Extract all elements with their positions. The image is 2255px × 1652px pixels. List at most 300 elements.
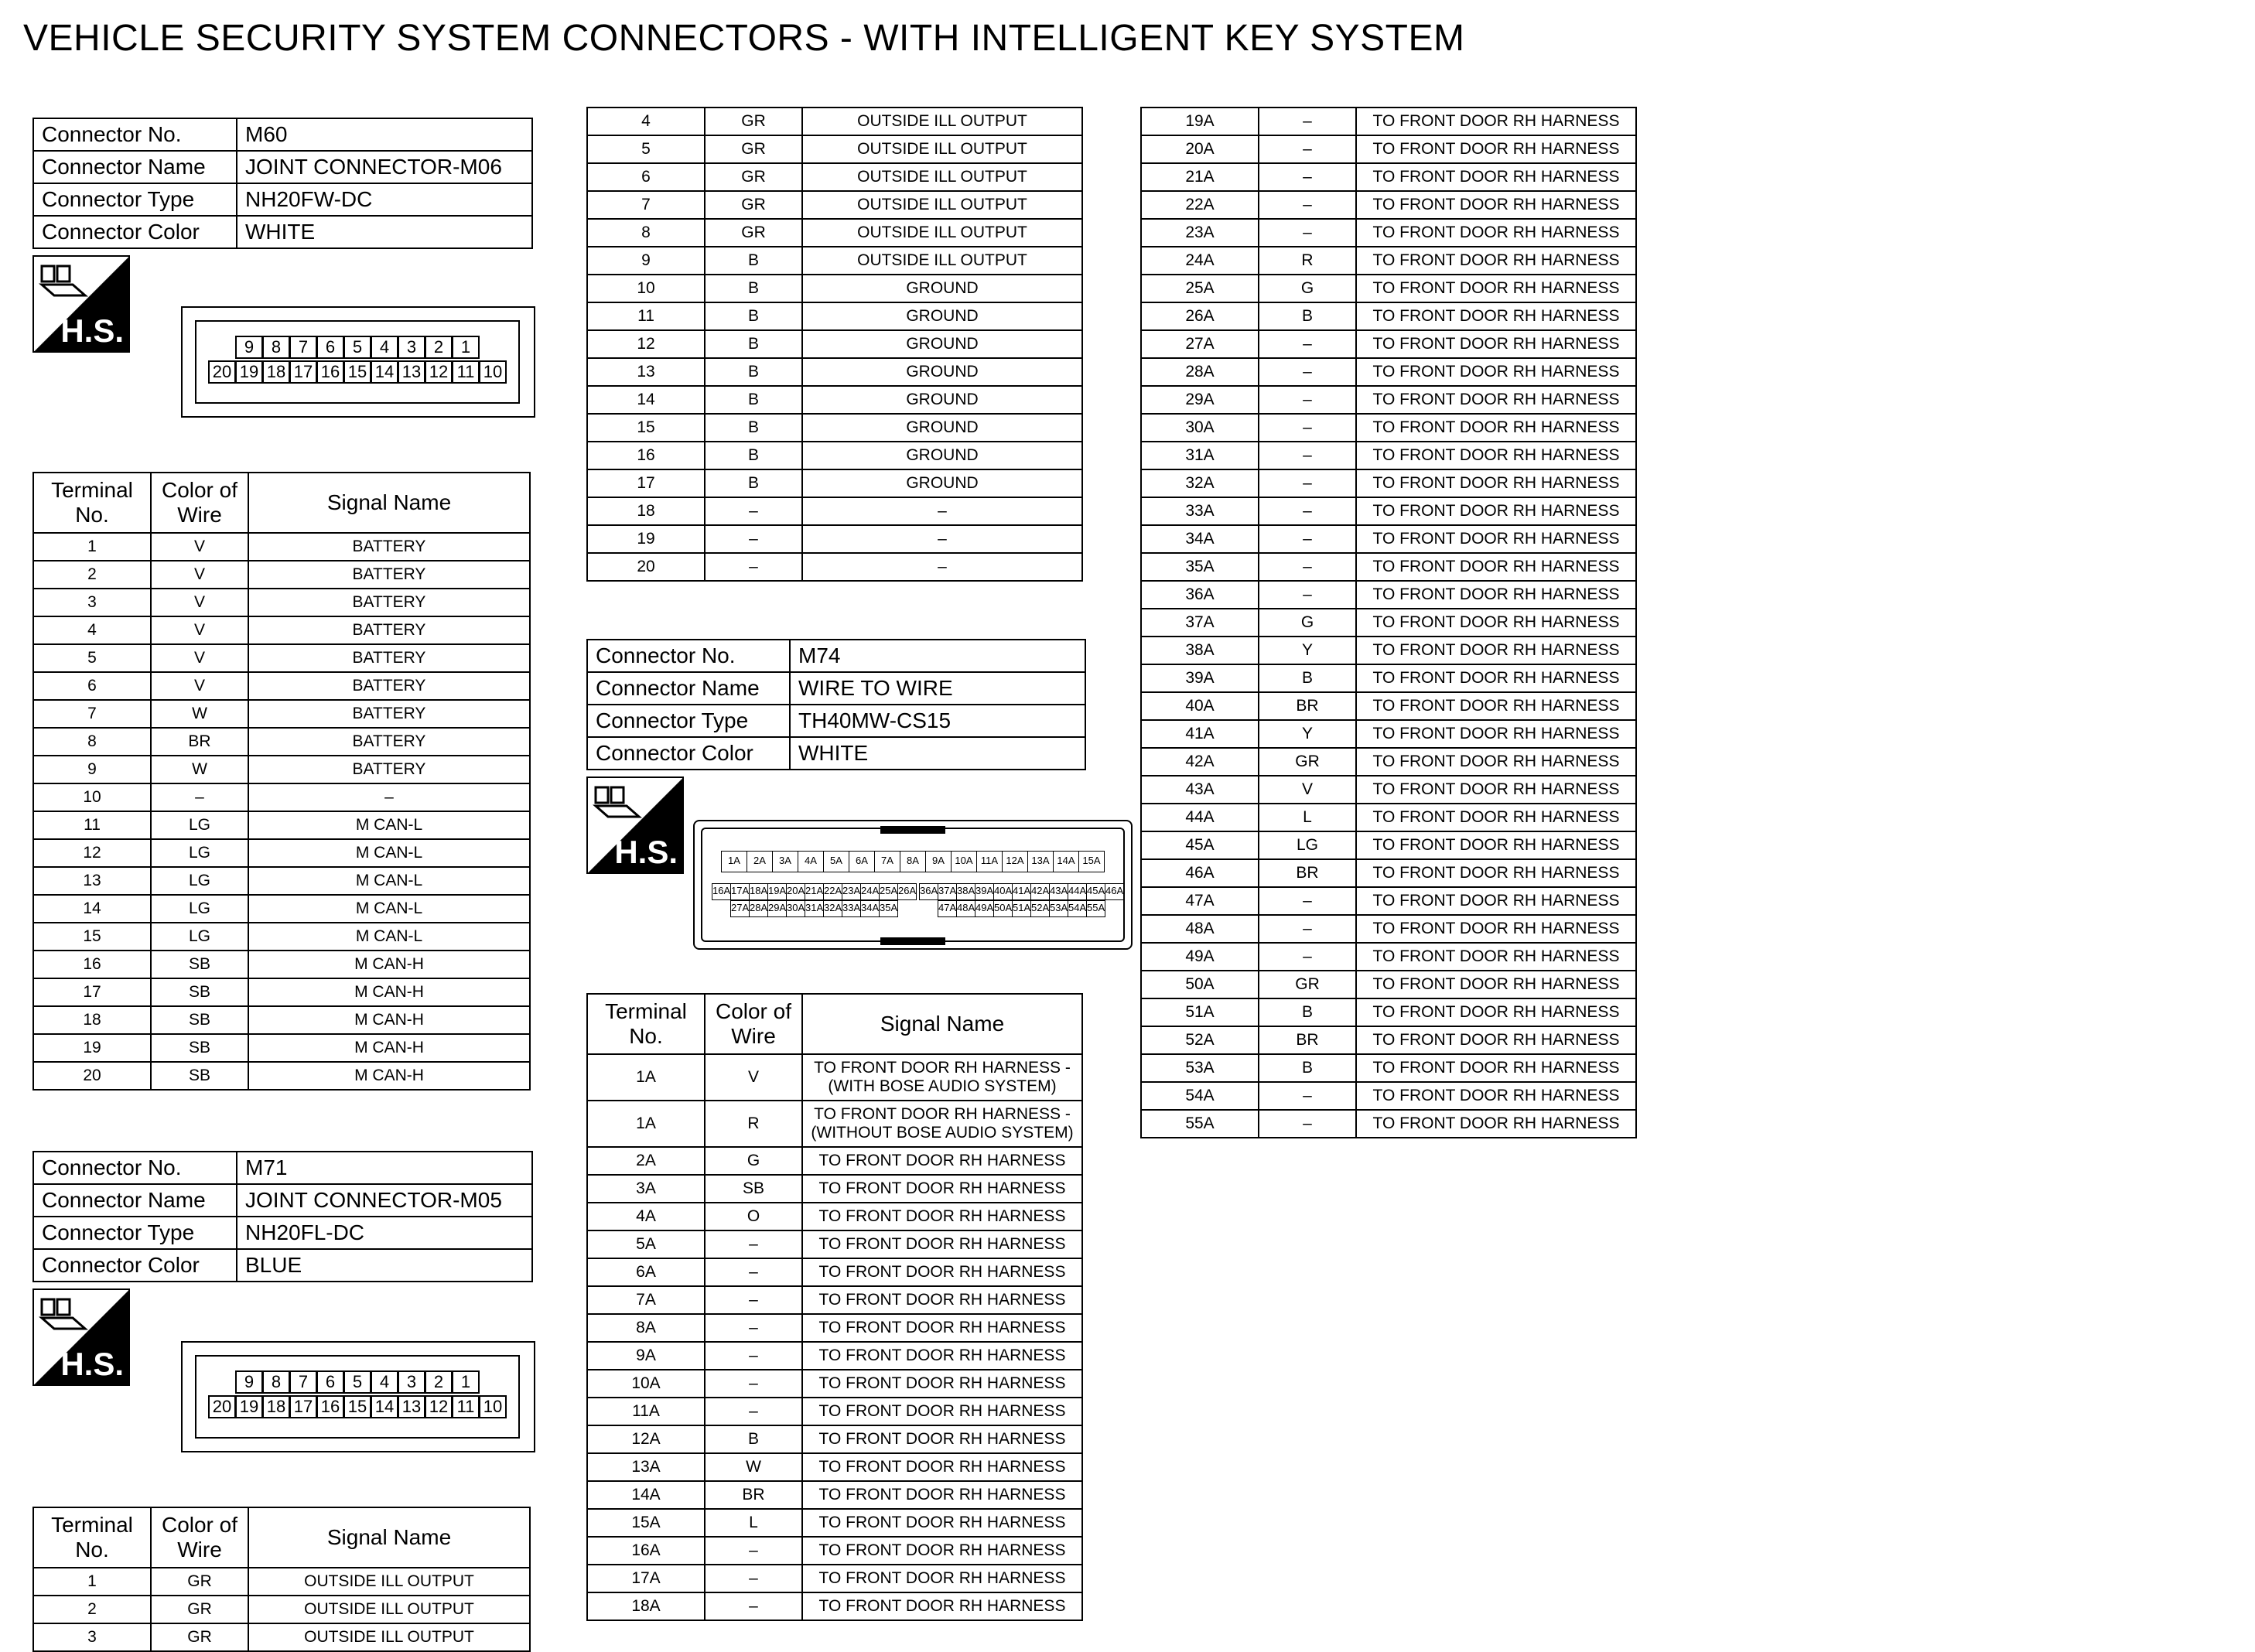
signal-name-cell: TO FRONT DOOR RH HARNESS [802, 1481, 1082, 1509]
wire-color-cell: Y [1259, 720, 1356, 748]
wire-color-cell: – [1259, 887, 1356, 915]
wire-color-cell: – [1259, 943, 1356, 971]
signal-name-cell: TO FRONT DOOR RH HARNESS [802, 1230, 1082, 1258]
connector-pin: 29A [767, 900, 787, 917]
signal-name-cell: GROUND [802, 442, 1082, 469]
header-signal: Signal Name [248, 473, 530, 533]
wire-color-cell: LG [151, 811, 248, 839]
wire-color-cell: B [1259, 302, 1356, 330]
table-row [1141, 553, 1636, 581]
terminal-cell: 52A [1141, 1026, 1259, 1054]
terminal-cell: 29A [1141, 386, 1259, 414]
info-value: NH20FL-DC [237, 1217, 532, 1249]
connector-pin: 27A [730, 900, 750, 917]
signal-name-cell: TO FRONT DOOR RH HARNESS [1356, 692, 1636, 720]
terminal-cell: 34A [1141, 525, 1259, 553]
signal-name-cell: TO FRONT DOOR RH HARNESS [802, 1453, 1082, 1481]
signal-name-cell: TO FRONT DOOR RH HARNESS [1356, 748, 1636, 776]
wire-color-cell: – [1259, 915, 1356, 943]
wire-color-cell: V [1259, 776, 1356, 804]
connector-pin: 8 [262, 336, 290, 359]
header-color: Color of Wire [151, 1507, 248, 1568]
connector-pin: 10 [479, 360, 507, 384]
info-key: Connector Type [587, 705, 790, 737]
table-row [587, 163, 1082, 191]
connector-pin: 41A [1012, 883, 1031, 900]
table-row [1141, 581, 1636, 609]
info-key: Connector Name [33, 151, 237, 183]
wire-color-cell: – [1259, 442, 1356, 469]
wire-color-cell: W [151, 700, 248, 728]
table-row [1141, 525, 1636, 553]
connector-pin: 21A [805, 883, 824, 900]
connector-pin: 20 [208, 1395, 236, 1418]
terminal-cell: 25A [1141, 275, 1259, 302]
connector-pin: 19A [767, 883, 787, 900]
wire-color-cell: GR [151, 1623, 248, 1651]
connector-pin: 5 [343, 336, 371, 359]
terminal-cell: 1A [587, 1054, 705, 1101]
wire-color-cell: GR [1259, 971, 1356, 998]
connector-pin: 52A [1030, 900, 1050, 917]
hs-label: H.S. [60, 312, 124, 349]
table-row [1141, 275, 1636, 302]
terminal-cell: 47A [1141, 887, 1259, 915]
connector-pin: 6 [316, 1370, 344, 1394]
signal-name-cell: TO FRONT DOOR RH HARNESS [1356, 776, 1636, 804]
wire-color-cell: – [705, 1258, 802, 1286]
wire-color-cell: B [705, 275, 802, 302]
signal-name-cell: OUTSIDE ILL OUTPUT [802, 191, 1082, 219]
signal-name-cell: GROUND [802, 469, 1082, 497]
connector-pin: 19 [235, 360, 263, 384]
signal-name-cell: TO FRONT DOOR RH HARNESS [1356, 553, 1636, 581]
table-row [33, 839, 530, 867]
terminal-cell: 53A [1141, 1054, 1259, 1082]
signal-name-cell: TO FRONT DOOR RH HARNESS [1356, 1082, 1636, 1110]
signal-name-cell: BATTERY [248, 728, 530, 756]
harness-side-icon [32, 1288, 130, 1386]
signal-name-cell: TO FRONT DOOR RH HARNESS [1356, 664, 1636, 692]
connector-pin: 28A [749, 900, 768, 917]
signal-name-cell: OUTSIDE ILL OUTPUT [248, 1568, 530, 1596]
terminal-cell: 19 [33, 1034, 151, 1062]
table-row [587, 525, 1082, 553]
wire-color-cell: Y [1259, 637, 1356, 664]
terminal-cell: 9A [587, 1342, 705, 1370]
table-row [587, 1101, 1082, 1147]
header-terminal: Terminal No. [33, 1507, 151, 1568]
terminal-cell: 17 [33, 978, 151, 1006]
connector-hand-icon [593, 783, 644, 823]
terminal-cell: 1 [33, 1568, 151, 1596]
signal-name-cell: OUTSIDE ILL OUTPUT [248, 1623, 530, 1651]
terminal-cell: 22A [1141, 191, 1259, 219]
signal-name-cell: TO FRONT DOOR RH HARNESS [1356, 302, 1636, 330]
table-row [1141, 1082, 1636, 1110]
wire-color-cell: B [1259, 998, 1356, 1026]
hs-label: H.S. [614, 834, 678, 870]
signal-name-cell: M CAN-L [248, 923, 530, 951]
wire-color-cell: LG [1259, 831, 1356, 859]
wire-color-cell: SB [151, 1006, 248, 1034]
wire-color-cell: B [705, 358, 802, 386]
table-row [587, 1175, 1082, 1203]
terminal-cell: 15A [587, 1509, 705, 1537]
signal-name-cell: TO FRONT DOOR RH HARNESS [802, 1147, 1082, 1175]
terminal-cell: 3 [33, 589, 151, 616]
signal-name-cell: M CAN-H [248, 978, 530, 1006]
wire-color-cell: – [1259, 219, 1356, 247]
connector-pin: 51A [1012, 900, 1031, 917]
table-row [33, 616, 530, 644]
signal-name-cell: TO FRONT DOOR RH HARNESS [802, 1175, 1082, 1203]
connector-pin: 3 [398, 1370, 425, 1394]
connector-pin: 13 [398, 1395, 425, 1418]
terminal-cell: 10 [587, 275, 705, 302]
wire-color-cell: G [705, 1147, 802, 1175]
wire-color-cell: – [1259, 191, 1356, 219]
terminal-cell: 40A [1141, 692, 1259, 720]
connector-face-m71 [181, 1341, 535, 1452]
info-value: JOINT CONNECTOR-M05 [237, 1184, 532, 1217]
signal-name-cell: OUTSIDE ILL OUTPUT [802, 108, 1082, 135]
wire-color-cell: – [705, 1370, 802, 1398]
connector-hand-icon [39, 1295, 90, 1335]
connector-pin: 4A [798, 851, 824, 872]
table-row [1141, 247, 1636, 275]
signal-name-cell: M CAN-H [248, 1062, 530, 1090]
signal-name-cell: TO FRONT DOOR RH HARNESS [1356, 581, 1636, 609]
signal-name-cell: – [802, 497, 1082, 525]
connector-pin: 8 [262, 1370, 290, 1394]
wire-color-cell: – [1259, 1110, 1356, 1138]
info-value: TH40MW-CS15 [790, 705, 1085, 737]
terminal-cell: 21A [1141, 163, 1259, 191]
wire-color-cell: BR [705, 1481, 802, 1509]
terminal-cell: 23A [1141, 219, 1259, 247]
connector-pin: 23A [842, 883, 861, 900]
info-key: Connector No. [587, 640, 790, 672]
wire-color-cell: – [1259, 386, 1356, 414]
signal-name-cell: TO FRONT DOOR RH HARNESS [802, 1509, 1082, 1537]
table-row [1141, 943, 1636, 971]
terminal-cell: 55A [1141, 1110, 1259, 1138]
terminal-cell: 7 [33, 700, 151, 728]
connector-pin: 19 [235, 1395, 263, 1418]
connector-latch [880, 937, 945, 945]
signal-name-cell: TO FRONT DOOR RH HARNESS [802, 1398, 1082, 1425]
terminal-cell: 5A [587, 1230, 705, 1258]
terminal-cell: 14A [587, 1481, 705, 1509]
terminal-cell: 41A [1141, 720, 1259, 748]
signal-name-cell: TO FRONT DOOR RH HARNESS [1356, 442, 1636, 469]
signal-name-cell: – [248, 783, 530, 811]
connector-pin: 10A [951, 851, 977, 872]
signal-name-cell: GROUND [802, 330, 1082, 358]
info-key: Connector Type [33, 183, 237, 216]
table-row [1141, 330, 1636, 358]
terminal-cell: 8A [587, 1314, 705, 1342]
table-row [587, 1370, 1082, 1398]
wire-color-cell: LG [151, 839, 248, 867]
signal-name-cell: TO FRONT DOOR RH HARNESS [1356, 219, 1636, 247]
wire-color-cell: B [705, 414, 802, 442]
terminal-table-m74-part2 [1140, 107, 1637, 1138]
table-row [587, 1425, 1082, 1453]
info-value: WIRE TO WIRE [790, 672, 1085, 705]
table-row [1141, 219, 1636, 247]
info-key: Connector Name [587, 672, 790, 705]
wire-color-cell: – [1259, 525, 1356, 553]
table-row [1141, 664, 1636, 692]
connector-pin: 45A [1086, 883, 1105, 900]
terminal-cell: 6A [587, 1258, 705, 1286]
wire-color-cell: – [1259, 1082, 1356, 1110]
connector-pin: 11 [452, 360, 480, 384]
wire-color-cell: V [151, 644, 248, 672]
table-row [33, 1062, 530, 1090]
hs-label: H.S. [60, 1346, 124, 1382]
wire-color-cell: B [705, 442, 802, 469]
table-row [1141, 386, 1636, 414]
page-title: VEHICLE SECURITY SYSTEM CONNECTORS - WITH INTELLIGENT KEY SYSTEM [23, 18, 1465, 59]
connector-pin: 15 [343, 360, 371, 384]
signal-name-cell: – [802, 553, 1082, 581]
connector-pin: 16 [316, 1395, 344, 1418]
table-row [33, 644, 530, 672]
signal-name-cell: BATTERY [248, 533, 530, 561]
table-row [1141, 108, 1636, 135]
wire-color-cell: LG [151, 895, 248, 923]
connector-pin: 20A [786, 883, 805, 900]
connector-pin: 42A [1030, 883, 1050, 900]
signal-name-cell: TO FRONT DOOR RH HARNESS [1356, 497, 1636, 525]
connector-pin: 13 [398, 360, 425, 384]
table-row [1141, 804, 1636, 831]
terminal-cell: 5 [587, 135, 705, 163]
info-value: WHITE [790, 737, 1085, 770]
signal-name-cell: TO FRONT DOOR RH HARNESS [1356, 247, 1636, 275]
wire-color-cell: BR [1259, 1026, 1356, 1054]
connector-pin: 24A [860, 883, 880, 900]
info-value: M71 [237, 1152, 532, 1184]
connector-pin: 18 [262, 360, 290, 384]
wire-color-cell: – [1259, 553, 1356, 581]
connector-face-m60 [181, 306, 535, 418]
signal-name-cell: M CAN-L [248, 811, 530, 839]
connector-pin: 7 [289, 1370, 317, 1394]
terminal-cell: 37A [1141, 609, 1259, 637]
table-row [587, 302, 1082, 330]
connector-pin: 7A [874, 851, 900, 872]
connector-pin: 17 [289, 360, 317, 384]
connector-pin: 2 [425, 1370, 453, 1394]
signal-name-cell: TO FRONT DOOR RH HARNESS - (WITHOUT BOSE AUDIO SYSTEM) [802, 1101, 1082, 1147]
signal-name-cell: TO FRONT DOOR RH HARNESS [1356, 414, 1636, 442]
table-row [33, 783, 530, 811]
terminal-table-m74-part1 [586, 993, 1083, 1621]
terminal-cell: 8 [587, 219, 705, 247]
terminal-cell: 10 [33, 783, 151, 811]
table-row [587, 553, 1082, 581]
table-row [587, 358, 1082, 386]
table-row [1141, 998, 1636, 1026]
connector-hand-icon [39, 261, 90, 302]
signal-name-cell: TO FRONT DOOR RH HARNESS [1356, 386, 1636, 414]
table-row [33, 978, 530, 1006]
table-row [1141, 887, 1636, 915]
table-row [1141, 1026, 1636, 1054]
wire-color-cell: GR [705, 163, 802, 191]
connector-pin: 53A [1049, 900, 1068, 917]
terminal-cell: 51A [1141, 998, 1259, 1026]
connector-pin: 2 [425, 336, 453, 359]
connector-pin: 49A [975, 900, 994, 917]
table-row [33, 867, 530, 895]
info-value: NH20FW-DC [237, 183, 532, 216]
terminal-cell: 50A [1141, 971, 1259, 998]
wire-color-cell: – [1259, 108, 1356, 135]
table-row [33, 589, 530, 616]
terminal-cell: 31A [1141, 442, 1259, 469]
wire-color-cell: G [1259, 275, 1356, 302]
table-row [1141, 831, 1636, 859]
terminal-cell: 3 [33, 1623, 151, 1651]
terminal-cell: 17A [587, 1565, 705, 1592]
connector-pin: 39A [975, 883, 994, 900]
connector-pin: 18 [262, 1395, 290, 1418]
connector-pin: 12 [425, 360, 453, 384]
signal-name-cell: TO FRONT DOOR RH HARNESS [1356, 135, 1636, 163]
signal-name-cell: OUTSIDE ILL OUTPUT [248, 1596, 530, 1623]
connector-pin: 9 [235, 336, 263, 359]
table-row [1141, 497, 1636, 525]
table-row [33, 923, 530, 951]
wire-color-cell: – [1259, 414, 1356, 442]
terminal-cell: 15 [33, 923, 151, 951]
connector-pin: 8A [900, 851, 926, 872]
connector-pin: 11 [452, 1395, 480, 1418]
connector-pin: 26A [897, 883, 917, 900]
connector-pin: 25A [879, 883, 898, 900]
signal-name-cell: M CAN-L [248, 867, 530, 895]
terminal-cell: 4A [587, 1203, 705, 1230]
info-key: Connector Type [33, 1217, 237, 1249]
signal-name-cell: TO FRONT DOOR RH HARNESS [1356, 998, 1636, 1026]
signal-name-cell: GROUND [802, 275, 1082, 302]
info-key: Connector No. [33, 118, 237, 151]
terminal-cell: 14 [587, 386, 705, 414]
wire-color-cell: – [1259, 330, 1356, 358]
connector-pin: 14A [1053, 851, 1079, 872]
terminal-cell: 43A [1141, 776, 1259, 804]
connector-pin: 3A [772, 851, 798, 872]
terminal-cell: 16A [587, 1537, 705, 1565]
terminal-cell: 48A [1141, 915, 1259, 943]
terminal-cell: 2A [587, 1147, 705, 1175]
info-value: M60 [237, 118, 532, 151]
terminal-cell: 24A [1141, 247, 1259, 275]
wire-color-cell: B [705, 386, 802, 414]
connector-pin: 14 [371, 360, 398, 384]
table-row [587, 1147, 1082, 1175]
wire-color-cell: BR [1259, 692, 1356, 720]
connector-pin: 48A [956, 900, 975, 917]
signal-name-cell: TO FRONT DOOR RH HARNESS [1356, 330, 1636, 358]
terminal-cell: 12 [33, 839, 151, 867]
connector-pin: 6A [849, 851, 875, 872]
terminal-cell: 44A [1141, 804, 1259, 831]
wire-color-cell: – [705, 1342, 802, 1370]
terminal-cell: 19 [587, 525, 705, 553]
wire-color-cell: – [1259, 163, 1356, 191]
table-row [587, 497, 1082, 525]
wire-color-cell: – [705, 1286, 802, 1314]
signal-name-cell: TO FRONT DOOR RH HARNESS [1356, 859, 1636, 887]
terminal-cell: 32A [1141, 469, 1259, 497]
table-row [587, 1314, 1082, 1342]
terminal-cell: 12A [587, 1425, 705, 1453]
table-row [1141, 720, 1636, 748]
table-row [1141, 1110, 1636, 1138]
terminal-cell: 20 [587, 553, 705, 581]
terminal-cell: 6 [33, 672, 151, 700]
header-color: Color of Wire [705, 994, 802, 1054]
signal-name-cell: BATTERY [248, 589, 530, 616]
connector-info-m60 [32, 118, 533, 249]
terminal-cell: 42A [1141, 748, 1259, 776]
signal-name-cell: BATTERY [248, 756, 530, 783]
terminal-cell: 9 [33, 756, 151, 783]
terminal-cell: 13 [587, 358, 705, 386]
table-row [1141, 915, 1636, 943]
connector-pin: 7 [289, 336, 317, 359]
terminal-cell: 20A [1141, 135, 1259, 163]
connector-pin: 14 [371, 1395, 398, 1418]
connector-pin: 33A [842, 900, 861, 917]
table-row [1141, 442, 1636, 469]
info-value: WHITE [237, 216, 532, 248]
terminal-cell: 17 [587, 469, 705, 497]
wire-color-cell: GR [705, 191, 802, 219]
header-color: Color of Wire [151, 473, 248, 533]
connector-pin: 32A [823, 900, 842, 917]
terminal-cell: 28A [1141, 358, 1259, 386]
table-row [587, 442, 1082, 469]
table-row [33, 1006, 530, 1034]
signal-name-cell: GROUND [802, 414, 1082, 442]
signal-name-cell: TO FRONT DOOR RH HARNESS [1356, 108, 1636, 135]
terminal-cell: 16 [587, 442, 705, 469]
wire-color-cell: GR [151, 1568, 248, 1596]
connector-pin: 3 [398, 336, 425, 359]
wire-color-cell: – [1259, 358, 1356, 386]
signal-name-cell: TO FRONT DOOR RH HARNESS [802, 1314, 1082, 1342]
signal-name-cell: TO FRONT DOOR RH HARNESS [1356, 943, 1636, 971]
terminal-cell: 10A [587, 1370, 705, 1398]
signal-name-cell: BATTERY [248, 700, 530, 728]
terminal-table-m60 [32, 472, 531, 1091]
signal-name-cell: TO FRONT DOOR RH HARNESS [1356, 469, 1636, 497]
table-row [587, 1565, 1082, 1592]
connector-pin: 47A [938, 900, 957, 917]
signal-name-cell: TO FRONT DOOR RH HARNESS [802, 1286, 1082, 1314]
connector-pin: 6 [316, 336, 344, 359]
connector-info-m71 [32, 1151, 533, 1282]
terminal-table-m71-part2 [586, 107, 1083, 582]
wire-color-cell: SB [151, 951, 248, 978]
